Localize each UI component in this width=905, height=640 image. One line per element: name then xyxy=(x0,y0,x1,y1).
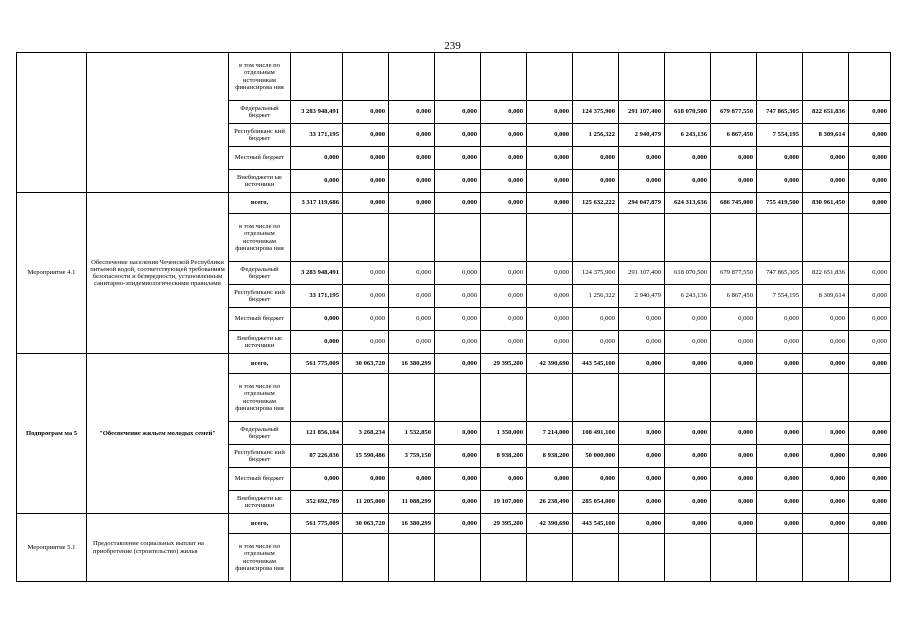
value-cell: 0,000 xyxy=(481,101,527,124)
value-cell xyxy=(343,214,389,262)
value-cell xyxy=(757,534,803,582)
value-cell: 33 171,195 xyxy=(291,285,343,308)
value-cell: 19 107,000 xyxy=(481,491,527,514)
value-cell: 2 940,479 xyxy=(619,124,665,147)
value-cell: 108 491,100 xyxy=(573,422,619,445)
program-code-cell xyxy=(17,53,87,193)
funding-source-label: Республиканс кий бюджет xyxy=(229,285,291,308)
value-cell: 0,000 xyxy=(435,514,481,534)
value-cell: 3 759,150 xyxy=(389,445,435,468)
program-code-cell: Подпрограм ма 5 xyxy=(17,354,87,514)
value-cell: 16 380,299 xyxy=(389,514,435,534)
value-cell: 0,000 xyxy=(803,468,849,491)
program-code-cell: Мероприятие 4.1 xyxy=(17,193,87,354)
value-cell: 0,000 xyxy=(711,331,757,354)
value-cell: 0,000 xyxy=(389,193,435,214)
value-cell: 0,000 xyxy=(665,147,711,170)
value-cell: 0,000 xyxy=(435,331,481,354)
value-cell xyxy=(665,214,711,262)
value-cell: 0,000 xyxy=(291,331,343,354)
value-cell: 0,000 xyxy=(757,331,803,354)
value-cell: 50 000,000 xyxy=(573,445,619,468)
value-cell xyxy=(527,374,573,422)
value-cell: 15 590,486 xyxy=(343,445,389,468)
value-cell: 0,000 xyxy=(435,262,481,285)
value-cell: 0,000 xyxy=(757,170,803,193)
value-cell: 0,000 xyxy=(711,514,757,534)
value-cell xyxy=(343,53,389,101)
value-cell xyxy=(291,374,343,422)
value-cell: 0,000 xyxy=(849,354,891,374)
value-cell: 0,000 xyxy=(527,170,573,193)
value-cell xyxy=(435,374,481,422)
value-cell: 30 063,720 xyxy=(343,514,389,534)
value-cell: 0,000 xyxy=(665,468,711,491)
value-cell: 0,000 xyxy=(291,170,343,193)
value-cell: 0,000 xyxy=(291,308,343,331)
value-cell: 686 745,000 xyxy=(711,193,757,214)
value-cell: 755 419,500 xyxy=(757,193,803,214)
value-cell xyxy=(573,374,619,422)
value-cell: 618 070,500 xyxy=(665,262,711,285)
value-cell: 0,000 xyxy=(481,170,527,193)
value-cell xyxy=(619,534,665,582)
value-cell: 0,000 xyxy=(527,308,573,331)
value-cell: 0,000 xyxy=(343,468,389,491)
program-name-cell: Предоставление социальных выплат на приобретение (строительство) жилья xyxy=(87,514,229,582)
value-cell: 0,000 xyxy=(343,147,389,170)
value-cell: 0,000 xyxy=(435,308,481,331)
value-cell: 0,000 xyxy=(619,170,665,193)
value-cell: 0,000 xyxy=(849,101,891,124)
value-cell: 7 554,195 xyxy=(757,124,803,147)
value-cell: 0,000 xyxy=(573,308,619,331)
value-cell: 0,000 xyxy=(803,491,849,514)
value-cell: 0,000 xyxy=(757,308,803,331)
value-cell: 0,000 xyxy=(291,147,343,170)
value-cell: 0,000 xyxy=(619,147,665,170)
value-cell xyxy=(757,53,803,101)
value-cell: 0,000 xyxy=(481,308,527,331)
funding-source-label: Местный бюджет xyxy=(229,147,291,170)
value-cell: 6 867,450 xyxy=(711,124,757,147)
value-cell: 561 775,009 xyxy=(291,354,343,374)
value-cell: 33 171,195 xyxy=(291,124,343,147)
value-cell: 6 243,136 xyxy=(665,124,711,147)
table-row xyxy=(17,514,891,534)
value-cell: 29 395,200 xyxy=(481,514,527,534)
value-cell xyxy=(291,214,343,262)
value-cell: 0,000 xyxy=(803,308,849,331)
value-cell: 822 651,836 xyxy=(803,101,849,124)
value-cell: 0,000 xyxy=(619,354,665,374)
value-cell: 443 545,100 xyxy=(573,354,619,374)
table-row xyxy=(17,354,891,374)
value-cell: 16 380,299 xyxy=(389,354,435,374)
program-name-cell: Обеспечение населения Чеченской Республики питьевой водой, соответствующей требованиям безопасности и безвредности, установленным санитарно-эпидемиологическими правилами xyxy=(87,193,229,354)
value-cell: 0,000 xyxy=(481,331,527,354)
value-cell: 679 877,550 xyxy=(711,101,757,124)
value-cell: 0,000 xyxy=(435,354,481,374)
value-cell: 0,000 xyxy=(389,285,435,308)
value-cell: 0,000 xyxy=(849,422,891,445)
value-cell: 29 395,200 xyxy=(481,354,527,374)
value-cell xyxy=(619,374,665,422)
value-cell: 1 256,322 xyxy=(573,124,619,147)
value-cell: 1 350,000 xyxy=(481,422,527,445)
value-cell: 294 047,879 xyxy=(619,193,665,214)
value-cell: 624 313,636 xyxy=(665,193,711,214)
value-cell: 0,000 xyxy=(803,422,849,445)
program-name-cell xyxy=(87,53,229,193)
funding-source-label: Федеральный бюджет xyxy=(229,262,291,285)
value-cell: 87 226,036 xyxy=(291,445,343,468)
value-cell: 0,000 xyxy=(435,147,481,170)
value-cell: 0,000 xyxy=(849,147,891,170)
value-cell: 747 865,305 xyxy=(757,101,803,124)
table-row xyxy=(17,53,891,101)
value-cell: 0,000 xyxy=(435,193,481,214)
value-cell: 0,000 xyxy=(803,514,849,534)
value-cell: 11 088,299 xyxy=(389,491,435,514)
value-cell: 1 532,850 xyxy=(389,422,435,445)
funding-source-label: Республиканс кий бюджет xyxy=(229,445,291,468)
value-cell: 0,000 xyxy=(665,491,711,514)
value-cell: 0,000 xyxy=(619,308,665,331)
value-cell: 0,000 xyxy=(803,147,849,170)
funding-source-label: всего, xyxy=(229,514,291,534)
value-cell: 0,000 xyxy=(757,445,803,468)
value-cell: 291 107,400 xyxy=(619,101,665,124)
value-cell: 0,000 xyxy=(711,308,757,331)
value-cell xyxy=(481,53,527,101)
value-cell: 443 545,100 xyxy=(573,514,619,534)
value-cell: 0,000 xyxy=(435,285,481,308)
value-cell xyxy=(481,534,527,582)
value-cell: 0,000 xyxy=(573,147,619,170)
value-cell xyxy=(665,374,711,422)
value-cell: 0,000 xyxy=(527,331,573,354)
value-cell: 0,000 xyxy=(803,354,849,374)
value-cell: 6 243,136 xyxy=(665,285,711,308)
value-cell: 0,000 xyxy=(389,170,435,193)
value-cell: 618 070,500 xyxy=(665,101,711,124)
value-cell: 0,000 xyxy=(665,422,711,445)
value-cell: 285 054,000 xyxy=(573,491,619,514)
value-cell xyxy=(389,534,435,582)
value-cell: 0,000 xyxy=(435,101,481,124)
value-cell: 3 268,234 xyxy=(343,422,389,445)
value-cell xyxy=(757,374,803,422)
value-cell xyxy=(291,53,343,101)
value-cell: 3 317 119,686 xyxy=(291,193,343,214)
value-cell: 0,000 xyxy=(757,468,803,491)
value-cell xyxy=(665,53,711,101)
value-cell: 0,000 xyxy=(389,308,435,331)
value-cell: 0,000 xyxy=(527,285,573,308)
funding-source-label: Федеральный бюджет xyxy=(229,101,291,124)
value-cell: 0,000 xyxy=(389,468,435,491)
value-cell: 0,000 xyxy=(665,331,711,354)
value-cell: 0,000 xyxy=(481,124,527,147)
value-cell: 3 283 948,491 xyxy=(291,101,343,124)
funding-source-label: Республиканс кий бюджет xyxy=(229,124,291,147)
value-cell: 0,000 xyxy=(757,354,803,374)
funding-source-label: в том числе по отдельным источникам финансирова ния xyxy=(229,374,291,422)
value-cell: 291 107,400 xyxy=(619,262,665,285)
value-cell xyxy=(389,374,435,422)
value-cell: 0,000 xyxy=(665,308,711,331)
value-cell: 679 877,550 xyxy=(711,262,757,285)
program-code-cell: Мероприятие 5.1 xyxy=(17,514,87,582)
value-cell: 0,000 xyxy=(435,491,481,514)
value-cell: 0,000 xyxy=(481,193,527,214)
value-cell: 0,000 xyxy=(711,422,757,445)
value-cell: 6 867,450 xyxy=(711,285,757,308)
value-cell: 7 214,000 xyxy=(527,422,573,445)
value-cell: 125 632,222 xyxy=(573,193,619,214)
value-cell: 0,000 xyxy=(343,101,389,124)
value-cell: 0,000 xyxy=(343,285,389,308)
value-cell xyxy=(711,214,757,262)
value-cell: 0,000 xyxy=(711,491,757,514)
value-cell: 0,000 xyxy=(711,468,757,491)
funding-source-label: всего, xyxy=(229,193,291,214)
value-cell xyxy=(389,214,435,262)
value-cell xyxy=(803,53,849,101)
value-cell: 0,000 xyxy=(343,331,389,354)
value-cell xyxy=(435,534,481,582)
budget-table xyxy=(16,52,891,582)
value-cell: 42 390,690 xyxy=(527,354,573,374)
value-cell: 0,000 xyxy=(665,354,711,374)
value-cell: 822 651,836 xyxy=(803,262,849,285)
value-cell: 352 692,789 xyxy=(291,491,343,514)
value-cell: 1 256,322 xyxy=(573,285,619,308)
table-body xyxy=(17,53,891,582)
value-cell xyxy=(573,534,619,582)
value-cell: 0,000 xyxy=(435,422,481,445)
value-cell: 0,000 xyxy=(389,331,435,354)
value-cell: 0,000 xyxy=(389,147,435,170)
value-cell: 11 205,000 xyxy=(343,491,389,514)
value-cell xyxy=(849,214,891,262)
value-cell xyxy=(291,534,343,582)
value-cell: 0,000 xyxy=(757,422,803,445)
value-cell: 0,000 xyxy=(527,262,573,285)
value-cell: 0,000 xyxy=(665,514,711,534)
value-cell xyxy=(435,53,481,101)
value-cell: 0,000 xyxy=(757,147,803,170)
value-cell: 42 390,690 xyxy=(527,514,573,534)
value-cell: 0,000 xyxy=(481,285,527,308)
value-cell: 124 375,900 xyxy=(573,101,619,124)
value-cell xyxy=(619,214,665,262)
value-cell xyxy=(343,374,389,422)
value-cell: 0,000 xyxy=(665,445,711,468)
value-cell xyxy=(343,534,389,582)
value-cell: 0,000 xyxy=(849,193,891,214)
value-cell: 0,000 xyxy=(343,170,389,193)
value-cell: 0,000 xyxy=(711,354,757,374)
value-cell: 0,000 xyxy=(803,331,849,354)
value-cell: 30 063,720 xyxy=(343,354,389,374)
value-cell xyxy=(481,374,527,422)
value-cell: 0,000 xyxy=(389,262,435,285)
value-cell: 0,000 xyxy=(803,170,849,193)
value-cell: 0,000 xyxy=(849,124,891,147)
value-cell xyxy=(389,53,435,101)
value-cell xyxy=(481,214,527,262)
value-cell: 26 238,490 xyxy=(527,491,573,514)
value-cell xyxy=(711,53,757,101)
value-cell: 0,000 xyxy=(527,124,573,147)
value-cell: 0,000 xyxy=(291,468,343,491)
funding-source-label: в том числе по отдельным источникам финансирова ния xyxy=(229,214,291,262)
value-cell xyxy=(527,214,573,262)
funding-source-label: Местный бюджет xyxy=(229,308,291,331)
value-cell: 2 940,479 xyxy=(619,285,665,308)
value-cell xyxy=(803,214,849,262)
funding-source-label: всего, xyxy=(229,354,291,374)
value-cell: 0,000 xyxy=(389,124,435,147)
funding-source-label: в том числе по отдельным источникам финансирова ния xyxy=(229,534,291,582)
program-name-cell: "Обеспечение жильем молодых семей" xyxy=(87,354,229,514)
value-cell: 8 309,614 xyxy=(803,285,849,308)
value-cell: 0,000 xyxy=(435,170,481,193)
value-cell xyxy=(803,534,849,582)
value-cell: 0,000 xyxy=(619,468,665,491)
value-cell: 0,000 xyxy=(849,445,891,468)
value-cell: 0,000 xyxy=(573,468,619,491)
value-cell: 0,000 xyxy=(481,147,527,170)
value-cell: 0,000 xyxy=(527,468,573,491)
value-cell: 0,000 xyxy=(711,170,757,193)
value-cell xyxy=(803,374,849,422)
value-cell xyxy=(573,53,619,101)
value-cell: 0,000 xyxy=(711,147,757,170)
value-cell xyxy=(849,53,891,101)
funding-source-label: Внебюджетн ые источники xyxy=(229,170,291,193)
value-cell: 0,000 xyxy=(757,514,803,534)
value-cell: 0,000 xyxy=(849,491,891,514)
value-cell: 830 961,450 xyxy=(803,193,849,214)
value-cell: 0,000 xyxy=(435,468,481,491)
value-cell xyxy=(435,214,481,262)
value-cell xyxy=(849,534,891,582)
value-cell: 561 775,009 xyxy=(291,514,343,534)
value-cell: 0,000 xyxy=(619,491,665,514)
value-cell: 0,000 xyxy=(343,308,389,331)
value-cell: 0,000 xyxy=(849,331,891,354)
funding-source-label: Местный бюджет xyxy=(229,468,291,491)
value-cell xyxy=(527,53,573,101)
value-cell: 7 554,195 xyxy=(757,285,803,308)
funding-source-label: в том числе по отдельным источникам финансирова ния xyxy=(229,53,291,101)
value-cell: 8 938,200 xyxy=(527,445,573,468)
value-cell xyxy=(619,53,665,101)
value-cell: 0,000 xyxy=(849,514,891,534)
value-cell: 121 856,184 xyxy=(291,422,343,445)
funding-source-label: Федеральный бюджет xyxy=(229,422,291,445)
value-cell: 0,000 xyxy=(481,468,527,491)
table-row xyxy=(17,193,891,214)
value-cell: 0,000 xyxy=(849,170,891,193)
value-cell: 0,000 xyxy=(343,124,389,147)
value-cell: 0,000 xyxy=(711,445,757,468)
value-cell: 0,000 xyxy=(757,491,803,514)
funding-source-label: Внебюджетн ые источники xyxy=(229,331,291,354)
value-cell: 0,000 xyxy=(619,445,665,468)
page-number: 239 xyxy=(444,40,461,52)
value-cell: 0,000 xyxy=(619,422,665,445)
funding-source-label: Внебюджетн ые источники xyxy=(229,491,291,514)
value-cell xyxy=(711,534,757,582)
value-cell: 0,000 xyxy=(481,262,527,285)
value-cell xyxy=(711,374,757,422)
value-cell: 124 375,900 xyxy=(573,262,619,285)
value-cell xyxy=(573,214,619,262)
value-cell xyxy=(527,534,573,582)
value-cell: 0,000 xyxy=(343,262,389,285)
value-cell: 0,000 xyxy=(849,262,891,285)
value-cell xyxy=(665,534,711,582)
value-cell: 0,000 xyxy=(389,101,435,124)
value-cell: 0,000 xyxy=(435,445,481,468)
value-cell: 0,000 xyxy=(527,193,573,214)
value-cell: 0,000 xyxy=(849,308,891,331)
value-cell: 0,000 xyxy=(343,193,389,214)
value-cell: 0,000 xyxy=(665,170,711,193)
value-cell: 0,000 xyxy=(619,514,665,534)
value-cell: 747 865,305 xyxy=(757,262,803,285)
value-cell: 0,000 xyxy=(527,147,573,170)
value-cell: 0,000 xyxy=(573,170,619,193)
value-cell xyxy=(849,374,891,422)
value-cell: 0,000 xyxy=(619,331,665,354)
value-cell: 0,000 xyxy=(849,468,891,491)
value-cell: 0,000 xyxy=(527,101,573,124)
value-cell: 3 283 948,491 xyxy=(291,262,343,285)
value-cell: 0,000 xyxy=(435,124,481,147)
value-cell: 0,000 xyxy=(849,285,891,308)
value-cell xyxy=(757,214,803,262)
value-cell: 8 309,614 xyxy=(803,124,849,147)
value-cell: 8 938,200 xyxy=(481,445,527,468)
value-cell: 0,000 xyxy=(803,445,849,468)
value-cell: 0,000 xyxy=(573,331,619,354)
